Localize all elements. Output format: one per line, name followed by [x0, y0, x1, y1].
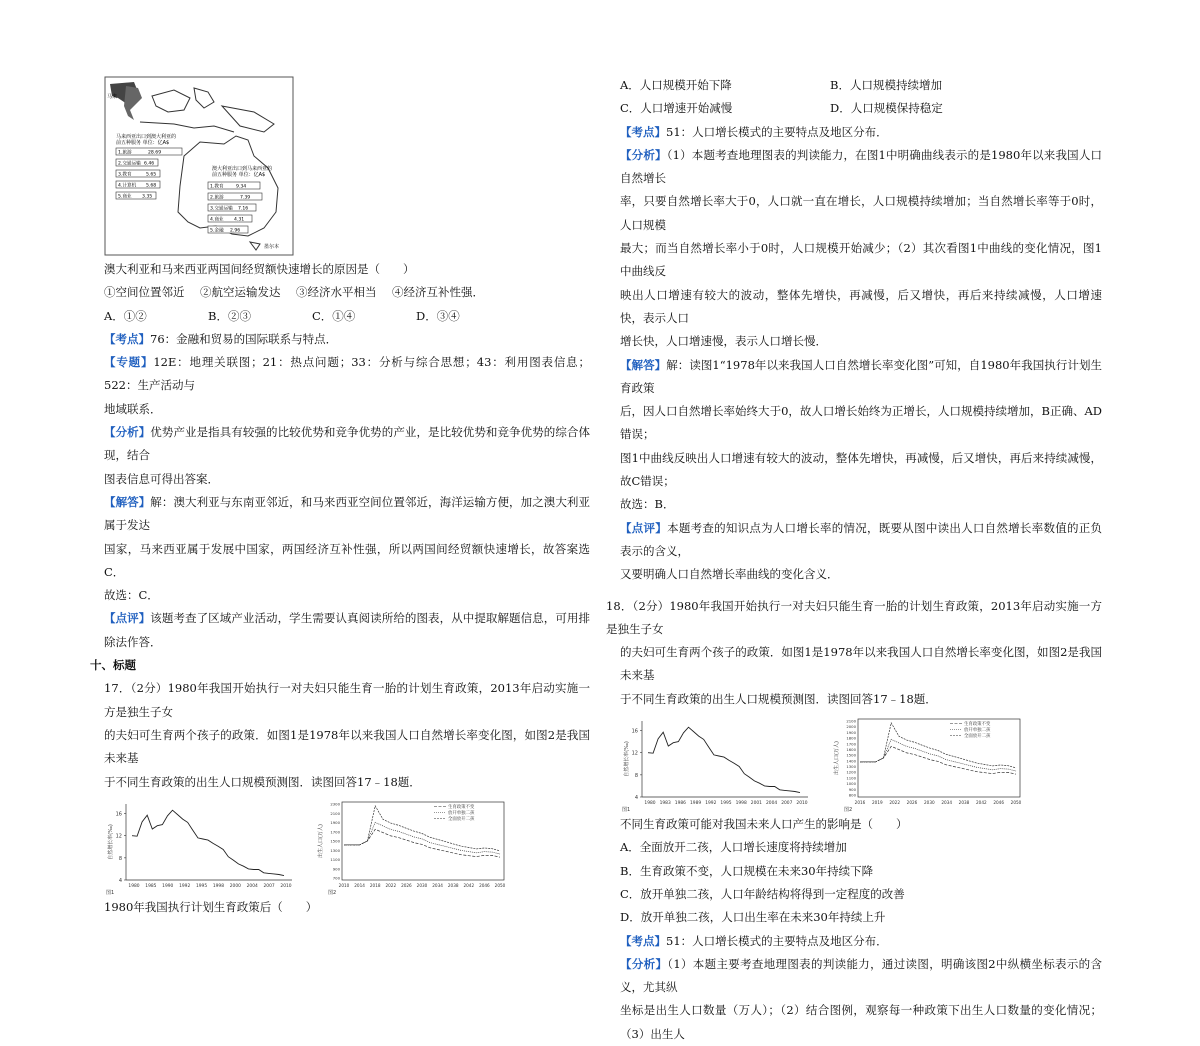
fig2-frame	[858, 719, 1020, 797]
fig2-ytick-label: 1900	[330, 819, 340, 825]
q17-dianping-tag: 【点评】	[620, 520, 668, 535]
fig2-ytick-label: 900	[332, 866, 340, 872]
fig1-xtick-label: 1989	[690, 801, 702, 807]
au-row-2-value: 7.39	[240, 195, 251, 201]
fig1-xtick-label: 1998	[735, 801, 747, 807]
fig1-growth-line	[648, 727, 800, 792]
fig1-label: 图1	[106, 889, 115, 896]
fig1-xtick-label: 1980	[128, 883, 140, 889]
my-row-4-value: 5.68	[146, 183, 157, 189]
q18-fenxi-tag: 【分析】	[620, 956, 668, 971]
q17-dianping-line2: 又要明确人口自然增长率曲线的变化含义．	[620, 567, 839, 582]
q18-kaodian-text: 51：人口增长模式的主要特点及地区分布．	[666, 933, 888, 948]
au-table-title-line1: 澳大利亚出口到马来西亚的	[212, 166, 273, 172]
fig1-ytick-label: 4	[634, 795, 638, 802]
fig2-ytick-label: 1600	[846, 746, 856, 752]
q17-options-row2	[620, 97, 1102, 120]
au-row-3-label: 3.交通运输	[210, 206, 233, 212]
q18-figures	[620, 713, 1102, 813]
my-row-5-value: 3.35	[142, 194, 153, 200]
au-row-3-value: 7.16	[238, 206, 249, 212]
q18-stem-line2: 的夫妇可生育两个孩子的政策．如图1是1978年以来我国人口自然增长率变化图，如图2是我国未来基	[620, 645, 1102, 683]
q17-jieda	[620, 354, 1102, 401]
fig2-ytick-label: 700	[332, 875, 340, 881]
fig2-ytick-label: 1900	[846, 729, 856, 735]
q17-stem-line3: 于不同生育政策的出生人口规模预测图．读图回答17﹣18题．	[104, 774, 421, 789]
q17-jieda-tag: 【解答】	[620, 357, 667, 372]
q16-zhuanti	[104, 351, 590, 398]
fig2-line-single-two-child	[860, 739, 1016, 771]
fig2-ytick-label: 1800	[846, 735, 856, 741]
q16-stem: 澳大利亚和马来西亚两国间经贸额快速增长的原因是（ ）	[104, 262, 415, 276]
q16-option-b: B．②③	[208, 308, 251, 323]
au-table-title-line2: 前五种服务 单位：亿A$	[212, 172, 266, 178]
fig1-xtick-label: 1980	[644, 801, 656, 807]
q18-option-c: C．放开单独二孩，人口年龄结构将得到一定程度的改善	[620, 886, 905, 901]
fig1-xtick-label: 1995	[195, 883, 208, 889]
my-row-3-value: 5.65	[146, 172, 157, 178]
q16-jieda-line3: 故选：C．	[104, 588, 159, 603]
fig1-growth-rate-chart-copy	[620, 713, 816, 813]
q16-jieda-tag: 【解答】	[104, 494, 151, 509]
au-row-4-value: 4.31	[234, 217, 245, 223]
fig1-xtick-label: 2001	[750, 801, 762, 807]
q17-fenxi-line4: 映出人口增速有较大的波动，整体先增快，再减慢，后又增快，再后来持续减慢，人口增速快，表示人口	[620, 287, 1102, 325]
fig2-ytick-label: 900	[848, 786, 856, 792]
fig2-ytick-label: 2300	[330, 801, 340, 807]
q17-stem-line1: 17．（2分）1980年我国开始执行一对夫妇只能生育一胎的计划生育政策，2013年启动实施一方是独生子女	[104, 681, 590, 719]
fig2-xtick-label: 2010	[338, 882, 350, 888]
q16-option-a: A．①②	[104, 308, 147, 323]
fig2-xtick-label: 2030	[416, 882, 428, 888]
fig1-xtick-label: 2004	[766, 801, 778, 807]
q16-zhuanti-line2: 地域联系．	[104, 401, 162, 416]
fig2-xtick-label: 2014	[354, 882, 365, 888]
q16-item-4: ④经济互补性强．	[392, 285, 484, 300]
fig1-xtick-label: 1992	[179, 883, 191, 889]
map-label-left: 马来	[107, 94, 118, 100]
fig2-xtick-label: 2016	[854, 800, 866, 806]
au-row-1-label: 1.教育	[210, 184, 224, 190]
q17-kaodian	[620, 121, 1102, 144]
au-row-4-label: 4.商业	[210, 217, 224, 223]
fig2-xtick-label: 2018	[369, 882, 381, 888]
q16-zhuanti-line1: 12E：地理关联图；21：热点问题；33：分析与综合思想；43：利用图表信息；522：生产活动与	[104, 355, 590, 393]
fig2-ytick-label: 1700	[846, 741, 856, 747]
fig2-xtick-label: 2022	[889, 800, 901, 806]
fig2-ytick-label: 1300	[330, 847, 340, 853]
q18-option-d: D．放开单独二孩，人口出生率在未来30年持续上升	[620, 910, 886, 925]
right-column	[606, 74, 1103, 1046]
fig2-ytick-label: 1700	[330, 829, 340, 835]
fig2-frame	[342, 802, 504, 880]
q16-fenxi-line1: 优势产业是指具有较强的比较优势和竞争优势的产业，是比较优势和竞争优势的综合体现，结合	[104, 425, 590, 463]
q17-stem-line2: 的夫妇可生育两个孩子的政策．如图1是1978年以来我国人口自然增长率变化图，如图2是我国未来基	[104, 727, 590, 766]
au-row-5-label: 5.金融	[210, 228, 224, 234]
au-row-5-value: 2.96	[230, 228, 241, 234]
q16-option-d: D．③④	[416, 308, 460, 323]
fig1-xtick-label: 2010	[280, 883, 292, 889]
fig1-xtick-label: 1986	[674, 801, 686, 807]
q16-zhuanti-tag: 【专题】	[104, 355, 154, 370]
fig1-xtick-label: 1992	[705, 801, 717, 807]
q18-fenxi	[620, 953, 1102, 1000]
fig2-legend-label: 生育政策不变	[964, 722, 991, 728]
q17-fenxi-line3: 最大；而当自然增长率小于0时，人口规模开始减少；（2）其次看图1中曲线的变化情况，图1中曲线反	[620, 241, 1102, 279]
q18-option-a: A．全面放开二孩，人口增长速度将持续增加	[620, 840, 847, 855]
q17-fenxi-line2: 率，只要自然增长率大于0，人口就一直在增长，人口规模持续增加；当自然增长率等于0时，人口规模	[620, 194, 1102, 232]
my-row-2-value: 6.46	[144, 161, 155, 167]
q16-option-c: C．①④	[312, 308, 356, 323]
q17-question: 1980年我国执行计划生育政策后（ ）	[104, 899, 318, 914]
fig2-ytick-label: 1500	[846, 752, 856, 758]
q17-dianping	[620, 517, 1102, 564]
q16-fenxi	[104, 421, 590, 468]
fig1-xtick-label: 1998	[212, 883, 225, 889]
fig2-label: 图2	[328, 889, 337, 896]
fig1-ytick-label: 4	[118, 877, 122, 884]
q16-kaodian	[104, 328, 590, 351]
q17-fenxi-tag: 【分析】	[620, 147, 667, 162]
my-row-3-label: 3.教育	[118, 172, 132, 178]
q16-item-1: ①空间位置邻近	[104, 285, 185, 300]
my-row-5-label: 5.商业	[118, 194, 132, 200]
q16-items	[104, 281, 590, 304]
fig1-xtick-label: 2010	[796, 801, 808, 807]
fig1-ytick-label: 12	[631, 750, 638, 757]
trade-map-figure	[104, 76, 294, 256]
fig1-xtick-label: 2007	[781, 801, 793, 807]
fig2-xtick-label: 2022	[385, 882, 397, 888]
fig2-ytick-label: 2100	[846, 718, 856, 724]
fig1-ytick-label: 16	[115, 811, 122, 818]
fig1-ytick-label: 16	[631, 728, 638, 735]
fig2-legend-label: 放开单独二孩	[448, 810, 475, 816]
q17-kaodian-tag: 【考点】	[620, 124, 666, 139]
q16-item-3: ③经济水平相当	[296, 285, 377, 300]
fig2-xtick-label: 2030	[923, 800, 935, 806]
q16-kaodian-text: 76：金融和贸易的国际联系与特点．	[150, 331, 338, 346]
fig1-xtick-label: 1990	[162, 883, 174, 889]
q17-fenxi-line1: （1）本题考查地理图表的判读能力，在图1中明确曲线表示的是1980年以来我国人口自然增长	[620, 147, 1102, 186]
fig1-xtick-label: 1983	[659, 801, 671, 807]
q17-fenxi-line5: 增长快，人口增速慢，表示人口增长慢．	[620, 334, 827, 349]
fig2-ytick-label: 1300	[846, 764, 856, 770]
fig2-ytick-label: 1400	[846, 758, 856, 764]
fig1-ytick-label: 12	[115, 833, 122, 840]
fig1-growth-line	[132, 810, 284, 875]
q18-kaodian-tag: 【考点】	[620, 933, 666, 948]
fig2-xtick-label: 2034	[941, 800, 953, 806]
q16-kaodian-tag: 【考点】	[104, 331, 150, 346]
q16-options	[104, 305, 590, 328]
q16-jieda-line1: 解：澳大利亚与东南亚邻近，和马来西亚空间位置邻近，海洋运输方便，加之澳大利亚属于发达	[104, 494, 590, 533]
fig1-ylabel: 自然增长率(‰)	[108, 824, 114, 860]
q17-options-row1	[620, 74, 1102, 97]
fig2-birth-projection-chart	[314, 796, 510, 896]
q17-jieda-line1: 解：读图1“1978年以来我国人口自然增长率变化图”可知，自1980年我国执行计划生育政策	[620, 357, 1103, 395]
au-row-2-label: 2.旅游	[210, 195, 224, 201]
q18-stem-line3: 于不同生育政策的出生人口规模预测图．读图回答17﹣18题．	[620, 691, 937, 706]
au-row-1-value: 9.34	[236, 184, 247, 190]
fig1-label: 图1	[622, 807, 631, 814]
fig2-xtick-label: 2050	[494, 882, 506, 888]
q18-fenxi-line2: 坐标是出生人口数量（万人）；（2）结合图例，观察每一种政策下出生人口数量的变化情况；（3）出生人	[620, 1003, 1102, 1041]
q18-kaodian	[620, 930, 1102, 953]
fig2-legend-label: 放开单独二孩	[964, 728, 991, 734]
q17-dianping-line1: 本题考查的知识点为人口增长率的情况，既要从图中读出人口自然增长率数值的正负表示的含义，	[620, 520, 1103, 558]
my-row-1-label: 1.旅游	[118, 150, 132, 156]
fig2-ytick-label: 2000	[846, 724, 856, 730]
q18-stem-line1: 18．（2分）1980年我国开始执行一对夫妇只能生育一胎的计划生育政策，2013年启动实施一方是独生子女	[606, 598, 1102, 636]
fig2-line-single-two-child	[344, 822, 500, 854]
q17-fenxi	[620, 144, 1102, 191]
left-column	[90, 76, 590, 919]
q16-dianping	[104, 607, 590, 654]
q17-jieda-line3: 图1中曲线反映出人口增速有较大的波动，整体先增快，再减慢，后又增快，再后来持续减慢，故C错误；	[620, 450, 1102, 489]
fig2-ytick-label: 1000	[846, 781, 856, 787]
fig2-xtick-label: 2034	[432, 882, 443, 888]
q17-option-c: C．人口增速开始减慢	[620, 101, 733, 116]
fig2-ytick-label: 2100	[330, 810, 340, 816]
map-label-right: 墨尔本	[264, 244, 280, 250]
fig2-ylabel: 出生人口(万人)	[318, 823, 324, 858]
my-row-2-label: 2.交通运输	[118, 161, 141, 167]
my-table-title-line2: 前五种服务 单位：亿A$	[116, 140, 170, 146]
q18-option-b: B．生育政策不变，人口规模在未来30年持续下降	[620, 863, 874, 878]
fig2-ytick-label: 1500	[330, 838, 340, 844]
fig1-growth-rate-chart	[104, 796, 300, 896]
fig2-xtick-label: 2026	[906, 800, 918, 806]
q17-figures	[104, 796, 590, 896]
fig2-ylabel: 出生人口(万人)	[834, 741, 840, 775]
q18-fenxi-line1: （1）本题主要考查地理图表的判读能力，通过读图，明确该图2中纵横坐标表示的含义，尤其纵	[620, 956, 1102, 995]
q16-fenxi-tag: 【分析】	[104, 425, 151, 440]
fig2-xtick-label: 2038	[447, 882, 459, 888]
my-row-4-label: 4.计算机	[118, 183, 137, 189]
fig1-xtick-label: 1985	[145, 883, 157, 889]
q17-option-d: D．人口规模保持稳定	[830, 101, 943, 116]
fig2-xtick-label: 2046	[479, 882, 490, 888]
q17-option-b: B．人口规模持续增加	[830, 78, 942, 92]
fig1-ytick-label: 8	[634, 772, 638, 779]
fig2-xtick-label: 2038	[958, 800, 970, 806]
fig2-ytick-label: 800	[848, 792, 856, 798]
q17-jieda-line4: 故选：B．	[620, 497, 675, 512]
fig1-xtick-label: 2000	[229, 883, 241, 889]
q16-dianping-text: 该题考查了区域产业活动，学生需要认真阅读所给的图表，从中提取解题信息，可用排除法作答．	[104, 611, 590, 649]
fig2-xtick-label: 2026	[401, 882, 412, 888]
fig1-ylabel: 自然增长率(‰)	[624, 741, 630, 777]
fig2-ytick-label: 1200	[846, 769, 856, 775]
fig2-legend-label: 生育政策不变	[448, 804, 475, 810]
fig2-xtick-label: 2042	[975, 800, 987, 806]
fig2-xtick-label: 2046	[993, 800, 1005, 806]
fig2-ytick-label: 1100	[846, 775, 856, 781]
my-row-1-value: 28.69	[148, 150, 162, 156]
q16-dianping-tag: 【点评】	[104, 611, 151, 626]
q17-jieda-line2: 后，因人口自然增长率始终大于0，故人口增长始终为正增长，人口规模持续增加，B正确、AD错误；	[620, 404, 1102, 442]
fig2-legend-label: 全面放开二孩	[448, 816, 475, 822]
fig1-xtick-label: 2004	[246, 883, 258, 889]
fig2-xtick-label: 2050	[1010, 800, 1022, 806]
q16-jieda-line2: 国家，马来西亚属于发展中国家，两国经济互补性强，所以两国间经贸额快速增长，故答案选C．	[104, 541, 590, 579]
fig2-label: 图2	[844, 807, 853, 814]
section-title: 十、标题	[90, 658, 136, 673]
q17-option-a: A．人口规模开始下降	[620, 78, 732, 92]
my-table-title-line1: 马来西亚出口到澳大利亚的	[116, 134, 177, 140]
q16-item-2: ②航空运输发达	[200, 285, 281, 300]
q17-kaodian-text: 51：人口增长模式的主要特点及地区分布．	[666, 124, 888, 139]
fig1-xtick-label: 1995	[720, 801, 732, 807]
fig2-xtick-label: 2042	[463, 882, 475, 888]
q18-question: 不同生育政策可能对我国未来人口产生的影响是（ ）	[620, 817, 908, 832]
fig1-ytick-label: 8	[118, 855, 122, 862]
fig1-xtick-label: 2007	[263, 883, 275, 889]
fig2-xtick-label: 2019	[871, 800, 883, 806]
q16-jieda	[104, 491, 590, 538]
fig2-legend-label: 全面放开二孩	[964, 734, 991, 740]
fig2-ytick-label: 1100	[330, 856, 340, 862]
fig2-birth-projection-chart-copy	[830, 713, 1026, 813]
q16-fenxi-line2: 图表信息可得出答案．	[104, 471, 219, 486]
